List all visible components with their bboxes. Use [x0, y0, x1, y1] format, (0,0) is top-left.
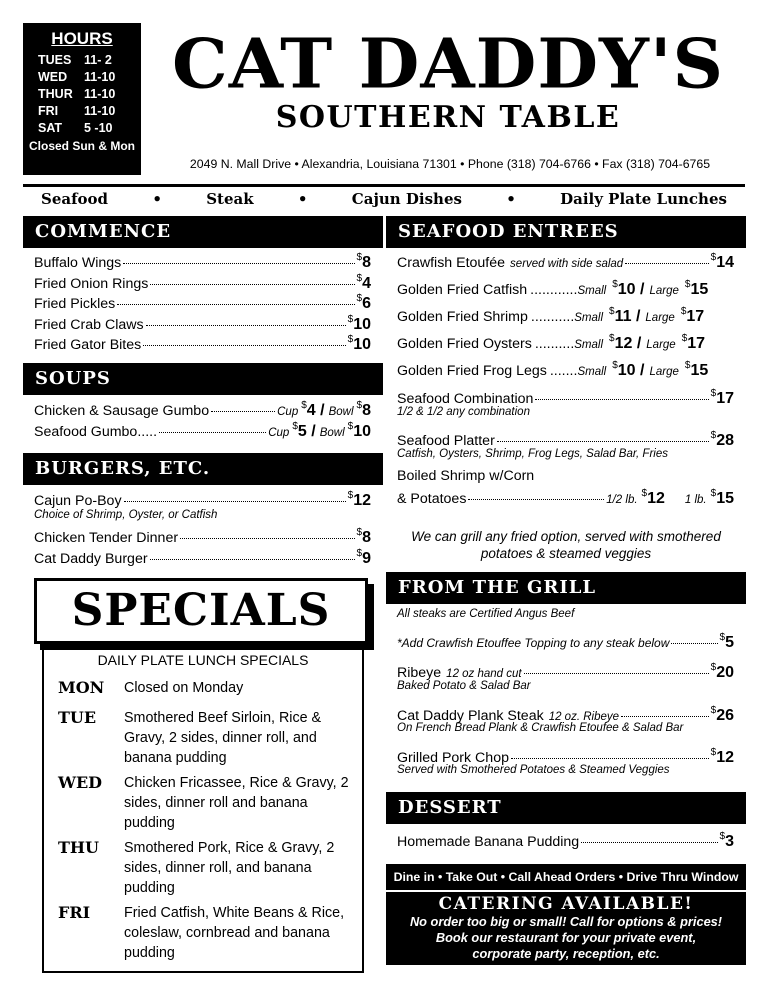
currency: $ — [609, 306, 615, 317]
currency: $ — [347, 490, 354, 501]
item-price — [685, 279, 708, 299]
item-name: Golden Fried Oysters — [397, 336, 532, 352]
item-price — [711, 705, 734, 725]
size-label: Cup — [268, 427, 290, 439]
specials-title: SPECIALS — [34, 578, 368, 644]
seafood-list — [386, 252, 746, 510]
category-label: Cajun Dishes — [351, 190, 462, 208]
hours-time: 11- 2 — [84, 53, 112, 67]
price-value: 4 / — [306, 402, 325, 419]
currency: $ — [719, 632, 726, 643]
hours-time: 11-10 — [84, 87, 116, 101]
hours-time: 11-10 — [84, 70, 116, 84]
category-label: Steak — [206, 190, 254, 208]
dessert-list — [386, 831, 746, 851]
day-special: Chicken Fricassee, Rice & Gravy, 2 sides, dinner roll and banana pudding — [124, 775, 349, 831]
menu-item — [34, 293, 371, 314]
seafood-header: SEAFOOD ENTREES — [386, 216, 746, 248]
size-label: Small — [577, 285, 607, 297]
price-value: 9 — [362, 550, 371, 567]
burgers-list — [23, 490, 383, 569]
item-price — [642, 488, 665, 508]
item-name: Homemade Banana Pudding — [397, 834, 580, 850]
item-name: Seafood Gumbo..... — [34, 424, 158, 440]
price-value: 4 — [362, 274, 371, 292]
item-price — [682, 333, 705, 353]
hours-day: FRI — [38, 104, 59, 118]
menu-item — [34, 334, 371, 355]
soups-list — [23, 400, 383, 442]
price-value: 15 — [690, 362, 709, 379]
hours-title: HOURS — [51, 29, 113, 48]
price-value: 10 / — [617, 362, 645, 379]
currency: $ — [356, 548, 363, 559]
item-price — [711, 488, 734, 508]
price-value: 5 — [725, 634, 734, 651]
menu-item-line — [397, 468, 734, 488]
item-price — [612, 360, 644, 380]
price-value: 15 — [716, 490, 734, 507]
price-value: 12 — [353, 492, 371, 509]
category-strip — [23, 190, 745, 208]
leader-dots — [150, 559, 355, 560]
catering-line: No order too big or small! Call for options & prices! — [409, 914, 723, 929]
menu-item — [397, 632, 734, 662]
specials-heading: DAILY PLATE LUNCH SPECIALS — [97, 652, 309, 668]
special-day — [58, 903, 358, 963]
catering-title: CATERING AVAILABLE! — [438, 894, 694, 914]
item-name: Seafood Platter — [397, 433, 495, 449]
leader-dots — [117, 304, 354, 305]
bullet: • — [297, 190, 308, 208]
leader-dots: .......... — [534, 336, 575, 352]
price-value: 28 — [716, 432, 734, 449]
item-name: Fried Pickles — [34, 296, 116, 312]
size-label: Large — [646, 339, 676, 351]
menu-item — [34, 490, 371, 509]
currency: $ — [710, 388, 717, 399]
price-value: 17 — [716, 390, 734, 407]
price-value: 11 / — [614, 308, 641, 325]
leader-dots — [524, 673, 709, 674]
leader-dots — [468, 499, 604, 500]
catering-line: Book our restaurant for your private event, — [435, 930, 697, 945]
item-price — [357, 252, 371, 272]
hours-row — [23, 69, 141, 86]
currency: $ — [681, 333, 688, 344]
currency: $ — [684, 360, 691, 371]
currency: $ — [710, 662, 717, 673]
price-value: 17 — [687, 335, 706, 352]
currency: $ — [292, 421, 298, 432]
grill-header: FROM THE GRILL — [386, 572, 746, 604]
grill-note: We can grill any fried option, served with smothered potatoes & steamed veggies — [411, 529, 721, 561]
day-label: WED — [58, 773, 103, 792]
leader-dots — [143, 345, 345, 346]
leader-dots: ....... — [549, 363, 578, 379]
currency: $ — [301, 400, 307, 411]
restaurant-title: CAT DADDY'S — [171, 22, 725, 105]
special-day — [58, 678, 358, 698]
item-name: Cat Daddy Plank Steak — [397, 708, 544, 724]
item-name: Buffalo Wings — [34, 255, 122, 271]
size-label: 1 lb. — [684, 494, 707, 506]
hours-time: 11-10 — [84, 104, 116, 118]
menu-item — [397, 252, 734, 279]
size-label: Small — [577, 366, 607, 378]
angus-note: All steaks are Certified Angus Beef — [397, 608, 575, 620]
currency: $ — [710, 430, 717, 441]
currency: $ — [719, 831, 726, 842]
hours-day: SAT — [38, 121, 63, 135]
hours-day: WED — [38, 70, 68, 84]
currency: $ — [680, 306, 687, 317]
leader-dots — [146, 325, 346, 326]
item-name: Ribeye — [397, 665, 442, 681]
item-price — [681, 306, 704, 326]
item-price — [711, 252, 734, 272]
size-label: Large — [649, 285, 679, 297]
menu-item — [34, 421, 371, 442]
price-value: 5 / — [297, 423, 316, 440]
soups-header: SOUPS — [23, 363, 383, 395]
currency: $ — [356, 400, 363, 411]
currency: $ — [347, 313, 354, 325]
leader-dots: ........... — [530, 309, 575, 325]
services-bar: Dine in • Take Out • Call Ahead Orders • Drive Thru Window — [386, 864, 746, 890]
currency: $ — [710, 747, 717, 758]
currency: $ — [356, 527, 363, 538]
menu-item — [34, 527, 371, 548]
hours-row — [23, 103, 141, 120]
price-value: 12 — [647, 490, 665, 507]
item-name: Seafood Combination — [397, 391, 534, 407]
day-label: MON — [58, 678, 105, 697]
size-label: Cup — [277, 406, 299, 418]
item-description: 1/2 & 1/2 any combination — [397, 406, 530, 418]
size-label: 1/2 lb. — [606, 494, 638, 506]
item-note: served with side salad — [510, 258, 624, 270]
leader-dots — [625, 263, 708, 264]
special-day — [58, 838, 358, 898]
burgers-header: BURGERS, ETC. — [23, 453, 383, 485]
item-name: Golden Fried Frog Legs — [397, 363, 547, 379]
price-value: 10 / — [617, 281, 645, 298]
item-name: Fried Onion Rings — [34, 275, 149, 292]
day-special: Closed on Monday — [124, 680, 244, 696]
header-divider — [23, 184, 745, 187]
dessert-header: DESSERT — [386, 792, 746, 824]
item-price — [292, 421, 315, 441]
currency: $ — [710, 705, 717, 716]
menu-item — [34, 273, 371, 294]
menu-item — [397, 360, 734, 388]
menu-item — [34, 252, 371, 273]
leader-dots — [159, 432, 266, 433]
day-special: Smothered Beef Sirloin, Rice & Gravy, 2 sides, dinner roll, and banana pudding — [124, 710, 322, 766]
day-label: THU — [58, 838, 99, 857]
leader-dots — [535, 399, 708, 400]
menu-item — [397, 662, 734, 680]
item-price — [348, 421, 371, 441]
price-value: 8 — [362, 254, 371, 271]
item-name: Cat Daddy Burger — [34, 551, 148, 567]
address-line: 2049 N. Mall Drive • Alexandria, Louisiana 71301 • Phone (318) 704-6766 • Fax (318) 704-6765 — [189, 157, 711, 171]
item-price — [609, 333, 641, 353]
item-price — [711, 747, 734, 767]
item-price — [357, 293, 371, 313]
hours-time: 5 -10 — [84, 121, 113, 135]
currency: $ — [356, 252, 363, 263]
special-day — [58, 773, 358, 833]
bullet: • — [506, 190, 516, 208]
currency: $ — [609, 333, 615, 344]
day-special: Smothered Pork, Rice & Gravy, 2 sides, dinner roll, and banana pudding — [124, 840, 335, 896]
price-value: 17 — [686, 308, 705, 325]
price-value: 14 — [716, 254, 734, 271]
menu-item — [397, 831, 734, 851]
item-price — [711, 388, 734, 408]
hours-row — [23, 120, 141, 137]
item-price — [609, 306, 640, 326]
size-label: Large — [649, 366, 679, 378]
restaurant-subtitle: SOUTHERN TABLE — [275, 100, 621, 135]
price-value: 6 — [362, 295, 371, 312]
leader-dots — [150, 284, 354, 285]
price-value: 26 — [716, 707, 734, 724]
catering-line: corporate party, reception, etc. — [472, 946, 660, 961]
price-value: 3 — [725, 833, 734, 850]
item-price — [348, 490, 371, 510]
hours-closed: Closed Sun & Mon — [29, 139, 135, 153]
item-price — [348, 334, 371, 354]
item-name: Chicken & Sausage Gumbo — [34, 403, 210, 419]
menu-item — [397, 333, 734, 360]
currency: $ — [356, 272, 363, 284]
item-name: Golden Fried Shrimp — [397, 309, 528, 325]
hours-day: THUR — [38, 87, 73, 101]
price-value: 10 — [353, 423, 371, 440]
item-price — [357, 273, 371, 293]
special-day — [58, 708, 358, 768]
day-special: Fried Catfish, White Beans & Rice, coleslaw, cornbread and banana pudding — [124, 905, 345, 961]
commence-header: COMMENCE — [23, 216, 383, 248]
catering-box — [386, 892, 746, 965]
day-label: FRI — [58, 903, 91, 922]
price-value: 15 — [690, 281, 709, 298]
item-name: Boiled Shrimp w/Corn — [397, 468, 535, 484]
currency: $ — [347, 421, 354, 432]
item-price — [301, 400, 324, 420]
item-price — [357, 548, 371, 568]
item-description: Choice of Shrimp, Oyster, or Catfish — [34, 509, 218, 521]
item-price — [685, 360, 708, 380]
leader-dots — [511, 758, 709, 759]
item-price — [357, 527, 371, 547]
menu-item — [34, 314, 371, 335]
item-price — [348, 314, 371, 334]
price-value: 20 — [716, 664, 734, 681]
currency: $ — [641, 488, 648, 499]
menu-item — [397, 306, 734, 333]
menu-item — [397, 747, 734, 764]
item-name: Golden Fried Catfish — [397, 282, 528, 298]
size-label: Small — [574, 312, 604, 324]
size-label: Bowl — [319, 427, 345, 439]
item-price — [711, 662, 734, 682]
item-name: Fried Gator Bites — [34, 337, 142, 353]
hours-row — [23, 52, 141, 69]
category-label: Seafood — [41, 190, 109, 208]
menu-item — [34, 548, 371, 569]
leader-dots — [581, 842, 717, 843]
leader-dots — [621, 716, 709, 717]
price-value: 12 / — [614, 335, 642, 352]
leader-dots — [180, 538, 354, 539]
item-name: Crawfish Etoufée — [397, 255, 506, 271]
item-description: Served with Smothered Potatoes & Steamed Veggies — [397, 764, 670, 776]
currency: $ — [684, 279, 691, 290]
size-label: Large — [645, 312, 675, 324]
leader-dots — [211, 411, 275, 412]
hours-row — [23, 86, 141, 103]
price-value: 8 — [362, 402, 371, 419]
leader-dots — [671, 643, 717, 644]
hours-day: TUES — [38, 53, 72, 67]
leader-dots — [497, 441, 709, 442]
item-name: Cajun Po-Boy — [34, 493, 122, 509]
item-name: Chicken Tender Dinner — [34, 530, 179, 546]
item-description: Catfish, Oysters, Shrimp, Frog Legs, Salad Bar, Fries — [397, 448, 668, 460]
item-note: 12 oz. Ribeye — [548, 711, 620, 723]
grill-list — [386, 608, 746, 776]
leader-dots — [124, 501, 346, 502]
item-price — [711, 430, 734, 450]
currency: $ — [612, 360, 618, 371]
item-note: 12 oz hand cut — [446, 668, 522, 680]
day-label: TUE — [58, 708, 97, 727]
currency: $ — [710, 488, 717, 499]
size-label: Small — [574, 339, 604, 351]
size-label: Bowl — [328, 406, 354, 418]
item-price — [612, 279, 644, 299]
currency: $ — [612, 279, 618, 290]
item-description: On French Bread Plank & Crawfish Etoufee & Salad Bar — [397, 722, 684, 734]
category-label: Daily Plate Lunches — [560, 190, 727, 208]
price-value: 12 — [716, 749, 734, 766]
menu-item — [397, 388, 734, 406]
hours-box — [23, 23, 141, 175]
item-price — [720, 831, 734, 851]
item-name: *Add Crawfish Etouffee Topping to any steak below — [397, 636, 670, 650]
item-description: Baked Potato & Salad Bar — [397, 680, 531, 692]
price-value: 10 — [353, 315, 371, 333]
item-name: Fried Crab Claws — [34, 316, 144, 333]
currency: $ — [347, 334, 354, 345]
item-name: & Potatoes — [397, 491, 467, 507]
item-name: Grilled Pork Chop — [397, 750, 509, 766]
item-price — [720, 632, 734, 652]
leader-dots: ............ — [530, 282, 578, 298]
commence-list — [23, 252, 383, 355]
bullet: • — [152, 190, 162, 208]
menu-item — [397, 488, 734, 510]
price-value: 8 — [362, 529, 371, 546]
menu-item — [397, 430, 734, 448]
currency: $ — [710, 252, 717, 263]
menu-item — [397, 705, 734, 722]
currency: $ — [356, 293, 363, 304]
menu-item — [34, 400, 371, 421]
price-value: 10 — [353, 336, 371, 353]
item-price — [357, 400, 371, 420]
leader-dots — [123, 263, 354, 264]
menu-item — [397, 279, 734, 306]
